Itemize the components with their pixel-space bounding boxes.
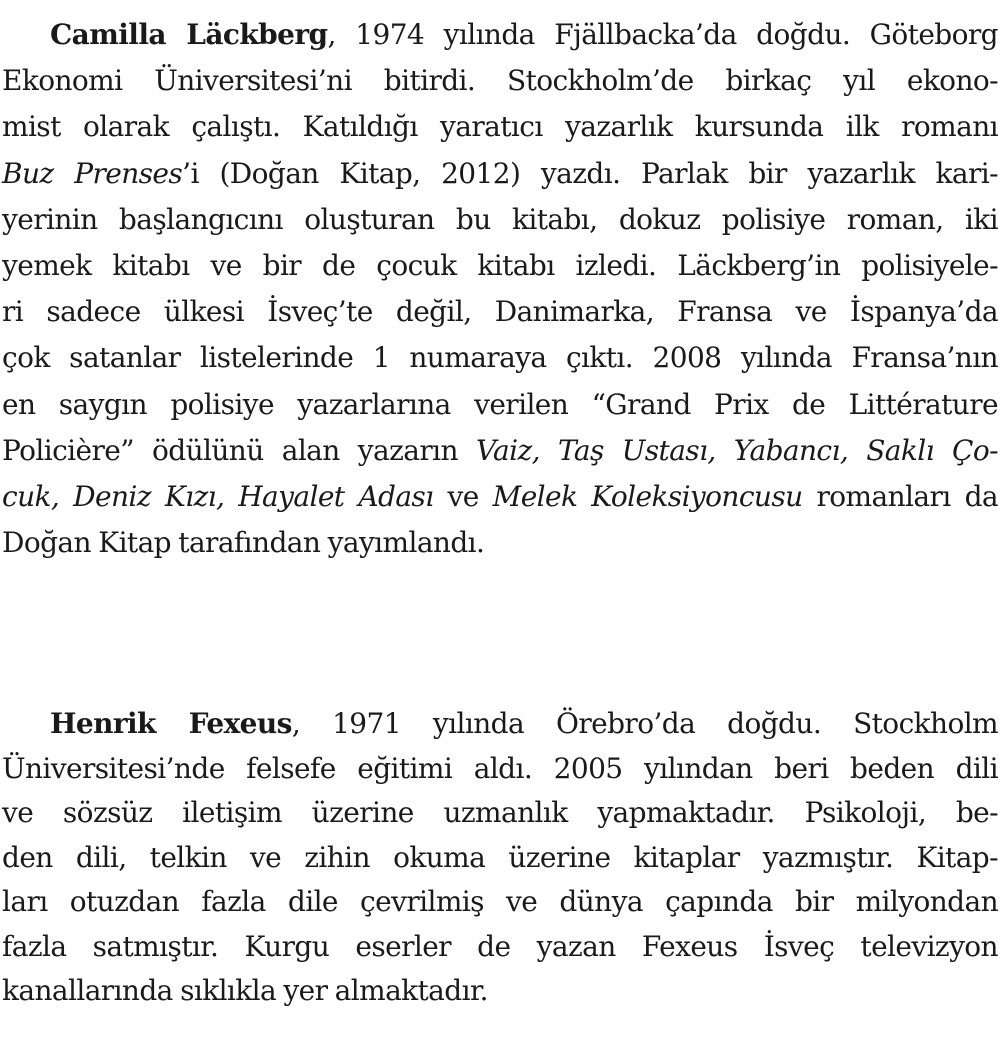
text-span: , 1974 yılında Fjällbacka’da doğdu. Göteborg xyxy=(327,18,998,51)
text-span: ve xyxy=(433,479,493,513)
text-span: yerinin başlangıcını oluşturan bu kitabı, dokuz polisiye roman, iki xyxy=(2,202,998,236)
text-span: Doğan Kitap tarafından yayımlandı. xyxy=(2,526,485,560)
text-line xyxy=(2,925,998,970)
book-title: Melek Koleksiyoncusu xyxy=(492,479,803,513)
text-span: kanallarında sıklıkla yer almaktadır. xyxy=(2,974,488,1007)
text-line xyxy=(2,747,998,792)
text-line xyxy=(2,104,998,150)
text-span: çok satanlar listelerinde 1 numaraya çıktı. 2008 yılında Fransa’nın xyxy=(2,341,998,375)
text-line xyxy=(2,382,998,428)
text-span: ’i (Doğan Kitap, 2012) yazdı. Parlak bir yazarlık kari- xyxy=(182,156,998,190)
author-name: Camilla Läckberg xyxy=(50,18,328,51)
text-line xyxy=(2,791,998,836)
book-title: cuk, Deniz Kızı, Hayalet Adası xyxy=(2,479,434,513)
text-line xyxy=(2,520,998,566)
text-span: yemek kitabı ve bir de çocuk kitabı izledi. Läckberg’in polisiyele- xyxy=(2,248,998,282)
text-line xyxy=(2,428,998,474)
text-line xyxy=(2,289,998,335)
paragraph-camilla-lackberg xyxy=(2,12,998,566)
text-line xyxy=(2,243,998,289)
text-line xyxy=(2,702,998,747)
text-line xyxy=(2,197,998,243)
text-span: , 1971 yılında Örebro’da doğdu. Stockholm xyxy=(291,707,999,740)
author-name: Henrik Fexeus xyxy=(50,707,292,740)
text-span: Policière” ödülünü alan yazarın xyxy=(2,433,476,467)
text-line xyxy=(2,969,998,1014)
text-span: Ekonomi Üniversitesi’ni bitirdi. Stockholm’de birkaç yıl ekono- xyxy=(2,64,998,98)
text-span: den dili, telkin ve zihin okuma üzerine kitaplar yazmıştır. Kitap- xyxy=(2,840,998,874)
paragraph-henrik-fexeus xyxy=(2,702,998,1014)
text-span: ri sadece ülkesi İsveç’te değil, Danimarka, Fransa ve İspanya’da xyxy=(2,295,998,329)
text-line xyxy=(2,836,998,881)
text-span: Üniversitesi’nde felsefe eğitimi aldı. 2005 yılından beri beden dili xyxy=(2,751,998,785)
text-line xyxy=(2,151,998,197)
book-title: Buz Prenses xyxy=(2,156,183,190)
text-line xyxy=(2,335,998,381)
text-span: ları otuzdan fazla dile çevrilmiş ve dünya çapında bir milyondan xyxy=(2,885,998,918)
text-span: mist olarak çalıştı. Katıldığı yaratıcı yazarlık kursunda ilk romanı xyxy=(2,110,998,144)
text-span: ve sözsüz iletişim üzerine uzmanlık yapmaktadır. Psikoloji, be- xyxy=(2,796,998,829)
text-line xyxy=(2,474,998,520)
text-span: fazla satmıştır. Kurgu eserler de yazan Fexeus İsveç televizyon xyxy=(2,929,998,963)
text-span: romanları da xyxy=(802,479,998,513)
text-line xyxy=(2,880,998,925)
text-line xyxy=(2,12,998,58)
book-title: Vaiz, Taş Ustası, Yabancı, Saklı Ço- xyxy=(475,433,998,467)
text-line xyxy=(2,58,998,104)
text-span: en saygın polisiye yazarlarına verilen “Grand Prix de Littérature xyxy=(2,387,998,421)
